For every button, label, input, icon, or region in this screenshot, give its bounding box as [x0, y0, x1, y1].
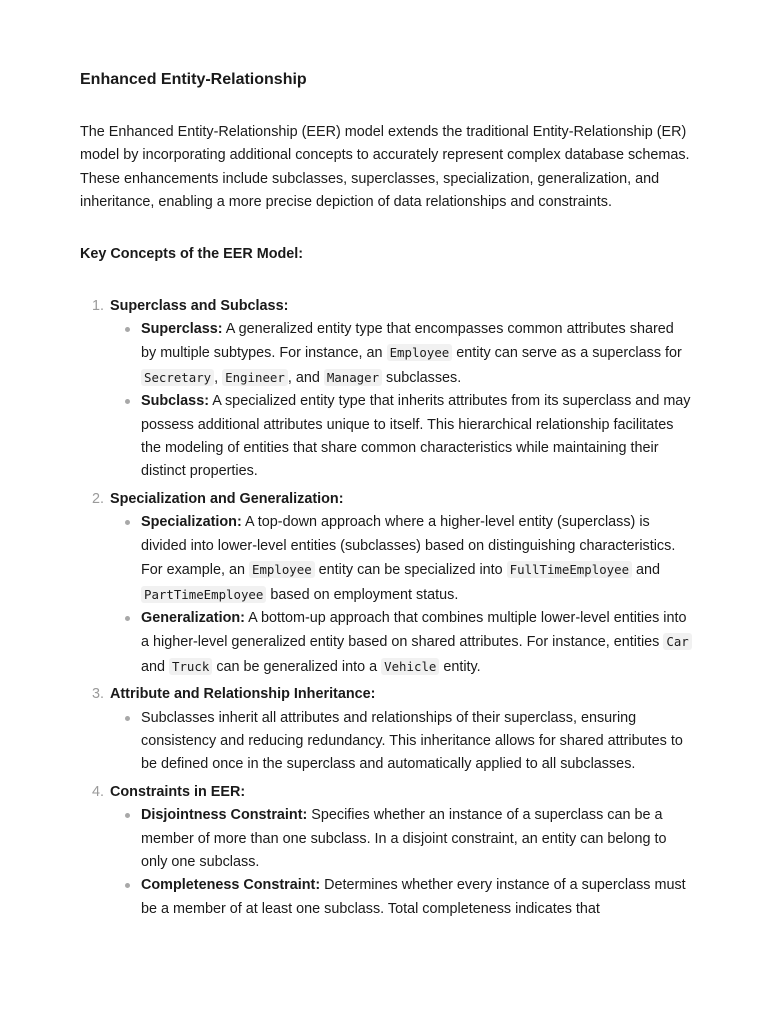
bullet-text: Specifies whether an instance of a superclass can be a member of more than one subclass. In a disjoint constraint, an entity can belong to only one subclass.	[141, 807, 667, 870]
bullet-text: based on employment status.	[266, 586, 459, 603]
bullet-superclass	[110, 318, 692, 390]
list-item-inheritance	[80, 683, 692, 777]
list-item-specialization-generalization	[80, 488, 692, 679]
key-concepts-list	[80, 295, 692, 922]
intro-paragraph: The Enhanced Entity-Relationship (EER) model extends the traditional Entity-Relationship (ER) model by incorporating additional concepts to accurately represent complex database schemas. These enhancements include subclasses, superclasses, specialization, generalization, and inheritance, enabling a more precise depiction of data relationships and constraints.	[80, 124, 690, 211]
bullet-text: A top-down approach where a higher-level entity (superclass) is divided into lower-level entities (subclasses) based on distinguishing characteristics. For example, an	[141, 514, 676, 579]
bullet-completeness	[110, 874, 692, 921]
bullet-text: subclasses.	[382, 369, 462, 386]
bullet-term: Superclass:	[141, 321, 223, 338]
code-span: Car	[663, 633, 691, 650]
list-item-constraints	[80, 781, 692, 921]
bullet-subclass	[110, 390, 692, 484]
bullet-text: A specialized entity type that inherits attributes from its superclass and may possess additional attributes unique to itself. This hierarchical relationship facilitates the modeling of entities that share common characteristics while maintaining their distinct properties.	[141, 393, 691, 480]
list-item-title: Superclass and Subclass:	[110, 297, 289, 314]
list-number: 1.	[92, 297, 105, 314]
code-span: Employee	[387, 344, 453, 361]
bullet-text: and	[632, 562, 661, 579]
bullet-text: and	[141, 658, 170, 675]
bullet-term: Generalization:	[141, 609, 245, 626]
page-title: Enhanced Entity-Relationship	[80, 71, 307, 88]
code-span: FullTimeEmployee	[507, 561, 632, 578]
sub-list	[110, 804, 692, 921]
code-span: Secretary	[141, 369, 214, 386]
bullet-term: Subclass:	[141, 393, 209, 410]
bullet-generalization	[110, 607, 692, 679]
code-span: Vehicle	[381, 658, 439, 675]
bullet-text: entity can be specialized into	[314, 562, 507, 579]
key-concepts-heading: Key Concepts of the EER Model:	[80, 245, 304, 262]
sub-list	[110, 511, 692, 679]
code-span: Employee	[249, 561, 315, 578]
bullet-text: can be generalized into a	[212, 658, 382, 675]
code-span: Engineer	[222, 369, 288, 386]
bullet-text: Determines whether every instance of a superclass must be a member of at least one subclass. Total completeness indicates that	[141, 877, 686, 917]
list-number: 3.	[92, 686, 105, 703]
bullet-inheritance	[110, 707, 692, 777]
bullet-disjointness	[110, 804, 692, 874]
code-span: Truck	[169, 658, 212, 675]
bullet-term: Completeness Constraint:	[141, 877, 321, 894]
list-item-title: Constraints in EER:	[110, 783, 246, 800]
list-item-title: Attribute and Relationship Inheritance:	[110, 686, 376, 703]
sub-list	[110, 318, 692, 484]
list-number: 2.	[92, 490, 105, 507]
code-span: PartTimeEmployee	[141, 586, 266, 603]
bullet-text: , and	[287, 369, 324, 386]
bullet-specialization	[110, 511, 692, 607]
document-body	[80, 68, 692, 925]
list-item-title: Specialization and Generalization:	[110, 490, 344, 507]
sub-list	[110, 707, 692, 777]
bullet-term: Specialization:	[141, 514, 242, 531]
bullet-text: Subclasses inherit all attributes and relationships of their superclass, ensuring consistency and reducing redundancy. This inheritance allows for shared attributes to be defined once in the superclass and automatically applied to all subclasses.	[141, 709, 683, 773]
bullet-text: A bottom-up approach that combines multiple lower-level entities into a higher-level generalized entity based on shared attributes. For instance, entities	[141, 609, 687, 651]
bullet-text: entity.	[439, 658, 481, 675]
bullet-text: ,	[214, 369, 223, 386]
list-item-superclass-subclass	[80, 295, 692, 484]
bullet-text: A generalized entity type that encompasses common attributes shared by multiple subtypes. For instance, an	[141, 321, 674, 362]
bullet-text: entity can serve as a superclass for	[452, 345, 682, 362]
bullet-term: Disjointness Constraint:	[141, 807, 308, 824]
list-number: 4.	[92, 783, 105, 800]
code-span: Manager	[324, 369, 382, 386]
